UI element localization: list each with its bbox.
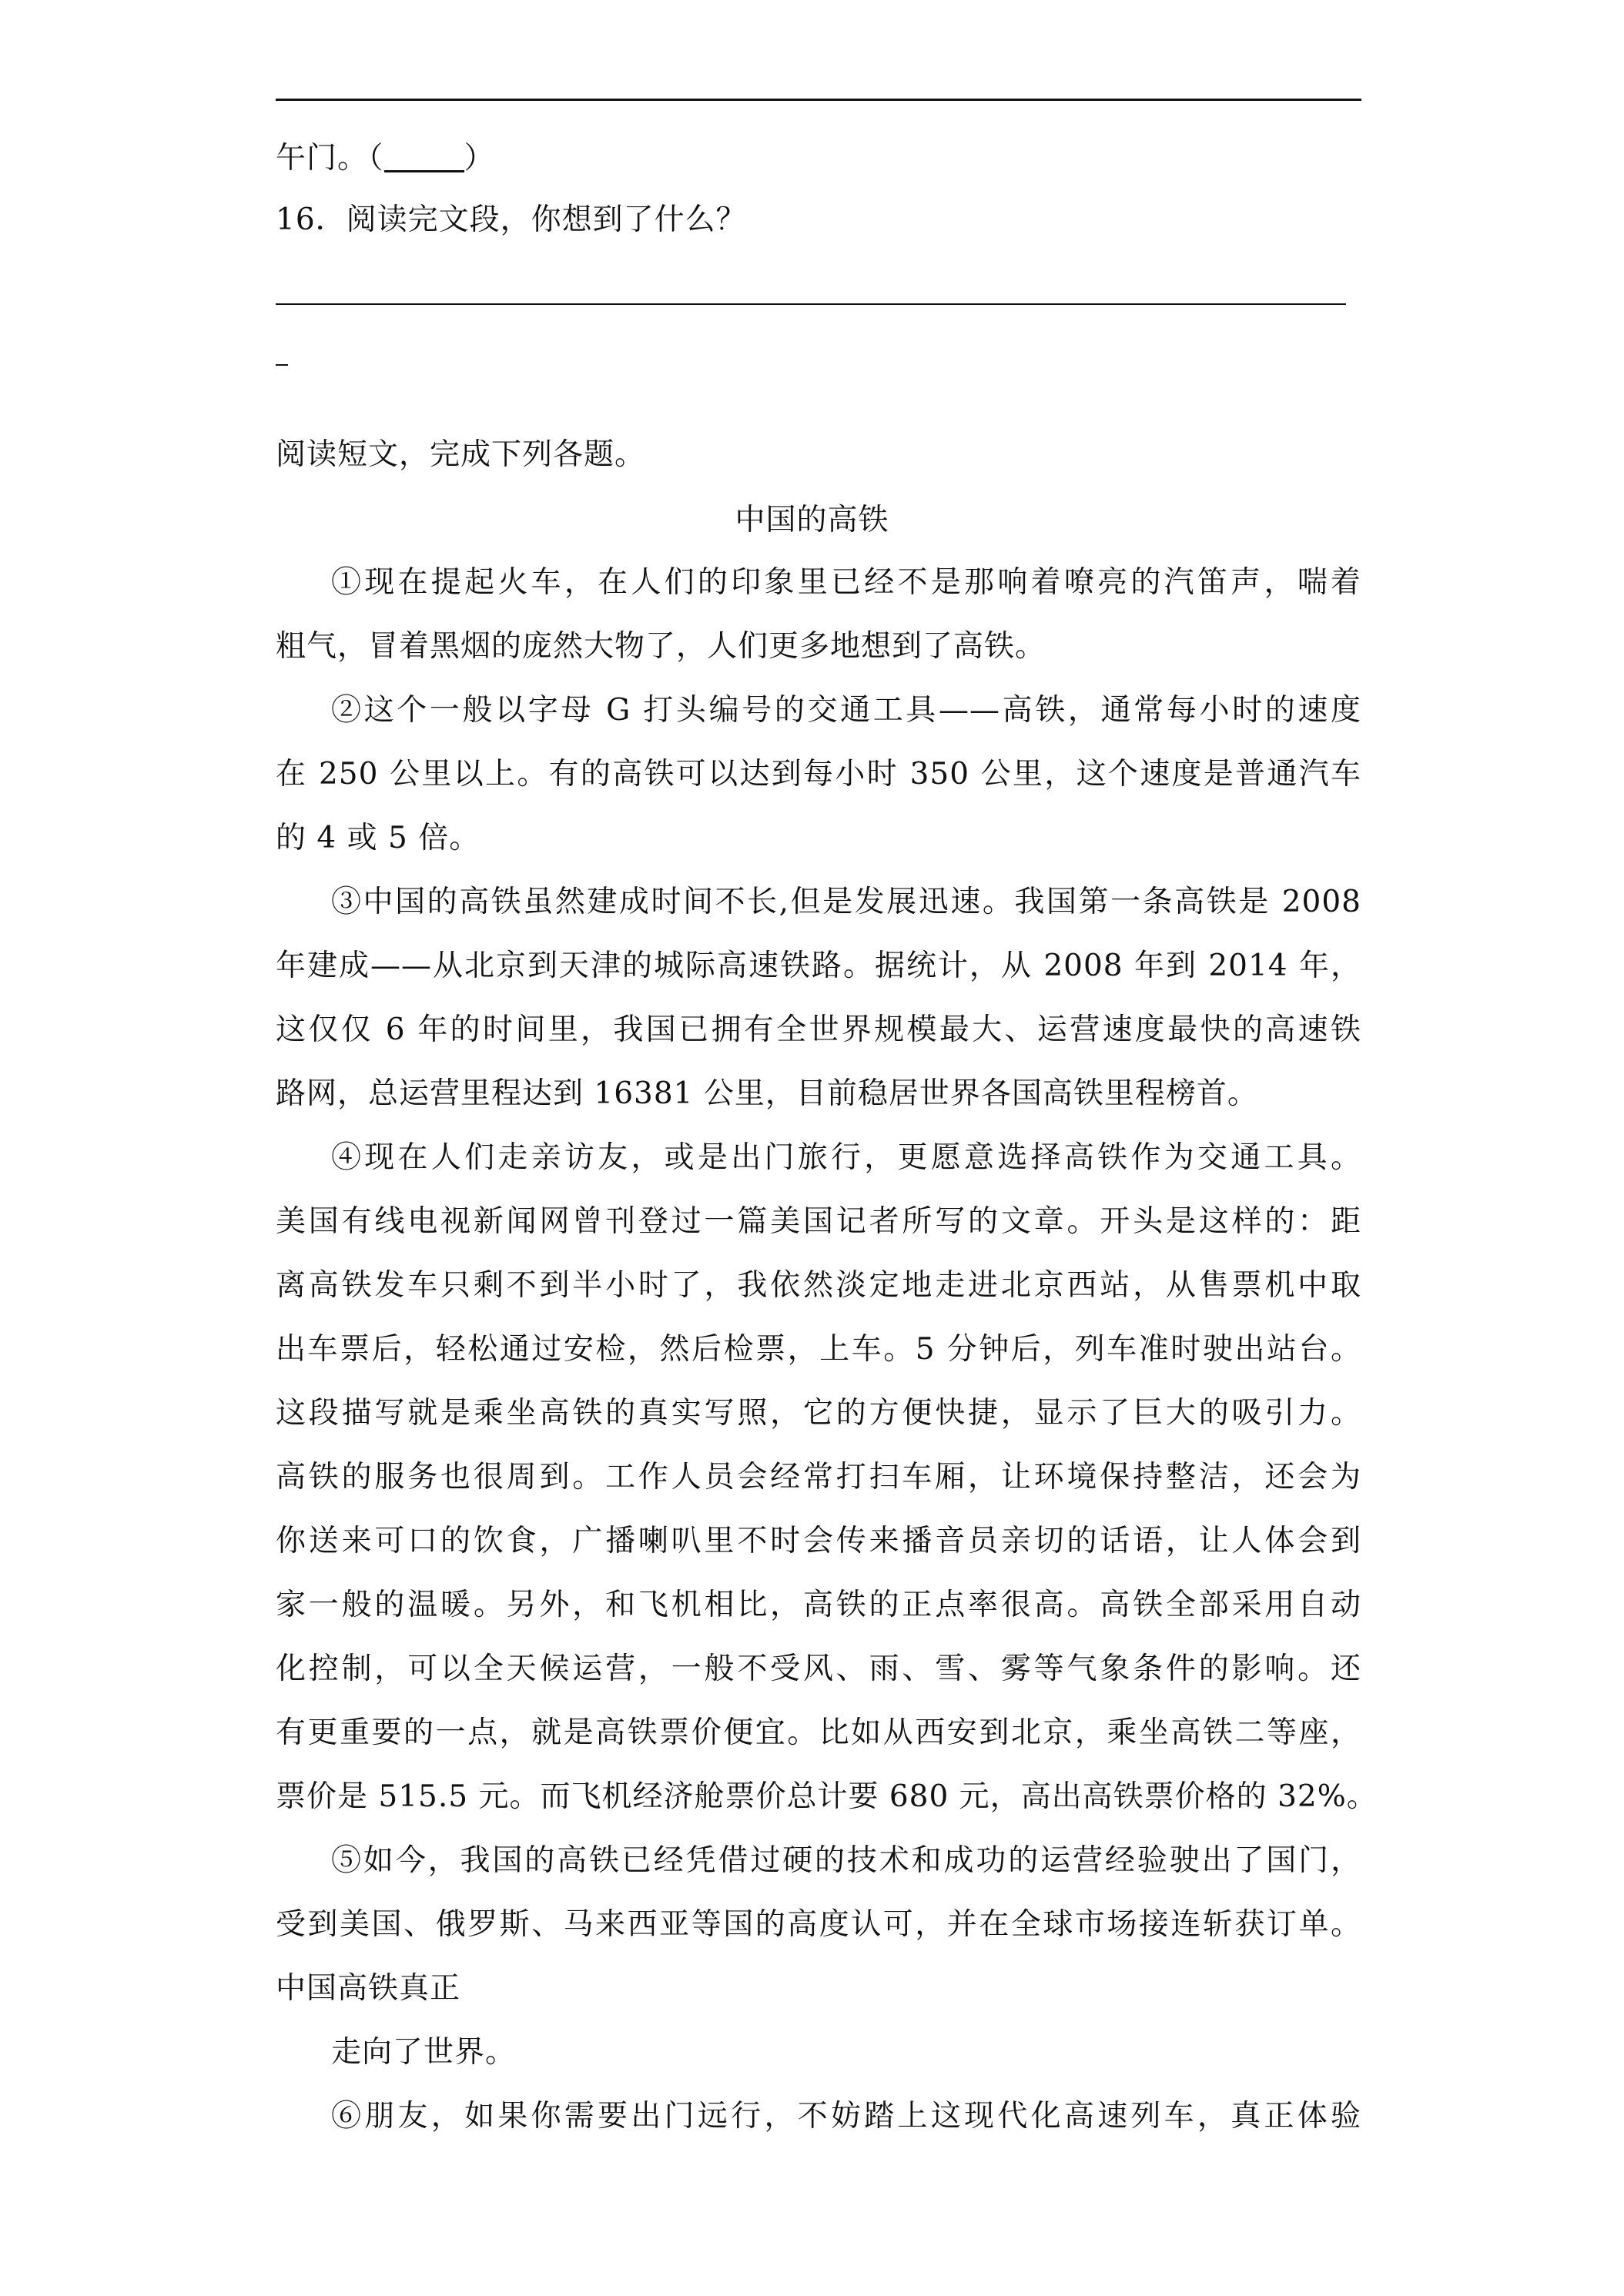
- article-line-3: ②这个一般以字母 G 打头编号的交通工具——高铁，通常每小时的速度: [331, 693, 1361, 728]
- article-line-17: 家一般的温暖。另外，和飞机相比，高铁的正点率很高。高铁全部采用自动: [276, 1588, 1361, 1622]
- article-line-9: 路网，总运营里程达到 16381 公里，目前稳居世界各国高铁里程榜首。: [276, 1076, 1258, 1111]
- article-line-1: ①现在提起火车，在人们的印象里已经不是那响着嘹亮的汽笛声，喘着: [331, 565, 1361, 600]
- article-line-14: 这段描写就是乘坐高铁的真实写照，它的方便快捷，显示了巨大的吸引力。: [276, 1396, 1361, 1431]
- article-line-22: 受到美国、俄罗斯、马来西亚等国的高度认可，并在全球市场接连斩获订单。: [276, 1907, 1361, 1942]
- article-line-24: 走向了世界。: [331, 2035, 517, 2070]
- article-line-18: 化控制，可以全天候运营，一般不受风、雨、雪、雾等气象条件的影响。还: [276, 1652, 1361, 1686]
- article-line-4: 在 250 公里以上。有的高铁可以达到每小时 350 公里，这个速度是普通汽车: [276, 757, 1361, 792]
- article-line-10: ④现在人们走亲访友，或是出门旅行，更愿意选择高铁作为交通工具。: [331, 1140, 1361, 1175]
- article-line-6: ③中国的高铁虽然建成时间不长,但是发展迅速。我国第一条高铁是 2008: [331, 885, 1361, 919]
- q15-text: 午门。（: [276, 141, 384, 176]
- article-line-7: 年建成——从北京到天津的城际高速铁路。据统计，从 2008 年到 2014 年，: [276, 949, 1361, 983]
- q16-question: 16．阅读完文段，你想到了什么？: [276, 202, 747, 237]
- article-title: 中国的高铁: [735, 503, 889, 537]
- article-line-19: 有更重要的一点，就是高铁票价便宜。比如从西安到北京，乘坐高铁二等座，: [276, 1715, 1361, 1750]
- article-line-12: 离高铁发车只剩不到半小时了，我依然淡定地走进北京西站，从售票机中取: [276, 1268, 1361, 1303]
- article-line-20: 票价是 515.5 元。而飞机经济舱票价总计要 680 元，高出高铁票价格的 32%。: [276, 1779, 1378, 1814]
- q15-close-paren: ）: [464, 141, 495, 176]
- article-line-21: ⑤如今，我国的高铁已经凭借过硬的技术和成功的运营经验驶出了国门，: [331, 1843, 1361, 1878]
- q15-answer-tail: [276, 135, 495, 180]
- reading-instructions: 阅读短文，完成下列各题。: [276, 437, 646, 472]
- article-line-15: 高铁的服务也很周到。工作人员会经常打扫车厢，让环境保持整洁，还会为: [276, 1460, 1361, 1494]
- article-line-16: 你送来可口的饮食，广播喇叭里不时会传来播音员亲切的话语，让人体会到: [276, 1524, 1361, 1558]
- q15-answer-blank[interactable]: [384, 139, 464, 172]
- article-line-11: 美国有线电视新闻网曾刊登过一篇美国记者所写的文章。开头是这样的：距: [276, 1204, 1361, 1239]
- article-line-2: 粗气，冒着黑烟的庞然大物了，人们更多地想到了高铁。: [276, 629, 1046, 664]
- q16-answer-line[interactable]: [276, 303, 1346, 305]
- top-rule: [276, 99, 1361, 101]
- article-line-8: 这仅仅 6 年的时间里，我国已拥有全世界规模最大、运营速度最快的高速铁: [276, 1012, 1361, 1047]
- article-line-5: 的 4 或 5 倍。: [276, 821, 481, 855]
- article-line-23: 中国高铁真正: [276, 1971, 461, 2006]
- article-line-13: 出车票后，轻松通过安检，然后检票，上车。5 分钟后，列车准时驶出站台。: [276, 1332, 1361, 1367]
- article-line-25: ⑥朋友，如果你需要出门远行，不妨踏上这现代化高速列车，真正体验: [331, 2099, 1361, 2134]
- q16-answer-line-end: [276, 364, 288, 366]
